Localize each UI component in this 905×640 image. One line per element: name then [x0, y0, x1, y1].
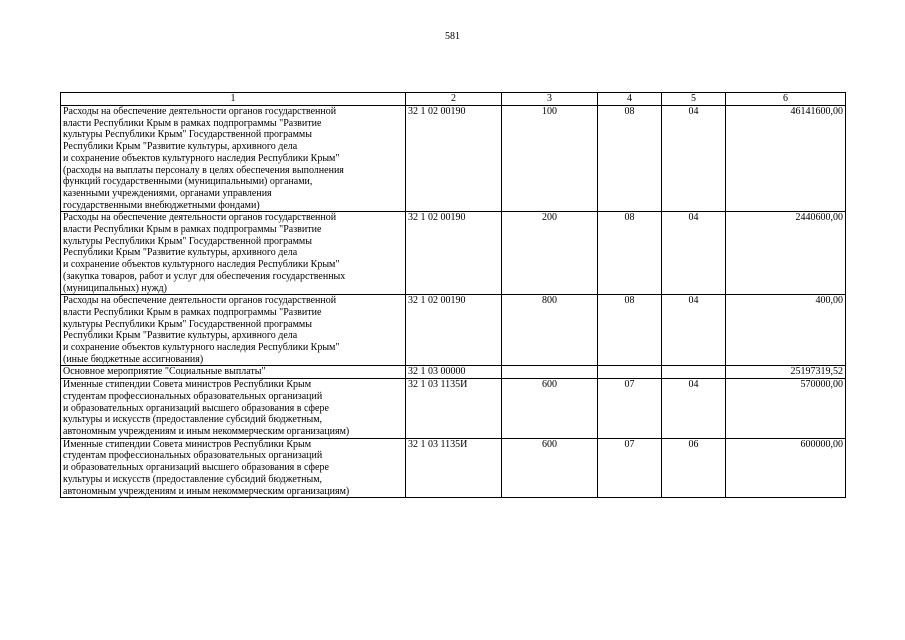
row-section: 08 — [598, 212, 662, 295]
row-amount: 570000,00 — [726, 379, 846, 439]
row-expense-type — [502, 366, 598, 379]
row-section — [598, 366, 662, 379]
table-row — [61, 106, 846, 212]
row-code: 32 1 03 00000 — [406, 366, 502, 379]
row-amount: 25197319,52 — [726, 366, 846, 379]
column-header-5: 5 — [662, 93, 726, 106]
budget-table — [60, 92, 846, 498]
row-code: 32 1 02 00190 — [406, 295, 502, 366]
row-code: 32 1 02 00190 — [406, 212, 502, 295]
header-row — [61, 93, 846, 106]
row-code: 32 1 03 1135И — [406, 438, 502, 498]
row-code: 32 1 03 1135И — [406, 379, 502, 439]
row-expense-type: 200 — [502, 212, 598, 295]
row-subsection: 06 — [662, 438, 726, 498]
row-section: 07 — [598, 438, 662, 498]
row-section: 08 — [598, 106, 662, 212]
row-section: 07 — [598, 379, 662, 439]
column-header-2: 2 — [406, 93, 502, 106]
column-header-3: 3 — [502, 93, 598, 106]
row-amount: 400,00 — [726, 295, 846, 366]
column-header-4: 4 — [598, 93, 662, 106]
row-description: Расходы на обеспечение деятельности органов государственной власти Республики Крым в рамках подпрограммы "Развитие культуры Республики Крым" Государственной программы Республики Крым "Развитие культуры, архивного дела и сохранение объектов культурного наследия Республики Крым" (закупка товаров, работ и услуг для обеспечения государственных (муниципальных) нужд) — [61, 212, 406, 295]
row-expense-type: 600 — [502, 379, 598, 439]
row-expense-type: 600 — [502, 438, 598, 498]
row-amount: 46141600,00 — [726, 106, 846, 212]
row-description: Именные стипендии Совета министров Республики Крым студентам профессиональных образовательных организаций и образовательных организаций высшего образования в сфере культуры и искусств (предоставление субсидий бюджетным, автономным учреждениям и иным некоммерческим организациям) — [61, 438, 406, 498]
row-amount: 600000,00 — [726, 438, 846, 498]
row-description: Основное мероприятие "Социальные выплаты" — [61, 366, 406, 379]
row-subsection — [662, 366, 726, 379]
row-subsection: 04 — [662, 295, 726, 366]
row-description: Именные стипендии Совета министров Республики Крым студентам профессиональных образовательных организаций и образовательных организаций высшего образования в сфере культуры и искусств (предоставление субсидий бюджетным, автономным учреждениям и иным некоммерческим организациям) — [61, 379, 406, 439]
page-number: 581 — [445, 31, 460, 42]
row-expense-type: 100 — [502, 106, 598, 212]
row-section: 08 — [598, 295, 662, 366]
table-row — [61, 212, 846, 295]
row-code: 32 1 02 00190 — [406, 106, 502, 212]
table-row — [61, 438, 846, 498]
row-subsection: 04 — [662, 379, 726, 439]
row-description: Расходы на обеспечение деятельности органов государственной власти Республики Крым в рамках подпрограммы "Развитие культуры Республики Крым" Государственной программы Республики Крым "Развитие культуры, архивного дела и сохранение объектов культурного наследия Республики Крым" (расходы на выплаты персоналу в целях обеспечения выполнения функций государственными (муниципальными) органами, казенными учреждениями, органами управления государственными внебюджетными фондами) — [61, 106, 406, 212]
column-header-1: 1 — [61, 93, 406, 106]
table-row — [61, 366, 846, 379]
row-amount: 2440600,00 — [726, 212, 846, 295]
column-header-6: 6 — [726, 93, 846, 106]
table-row — [61, 379, 846, 439]
row-subsection: 04 — [662, 212, 726, 295]
row-subsection: 04 — [662, 106, 726, 212]
row-description: Расходы на обеспечение деятельности органов государственной власти Республики Крым в рамках подпрограммы "Развитие культуры Республики Крым" Государственной программы Республики Крым "Развитие культуры, архивного дела и сохранение объектов культурного наследия Республики Крым" (иные бюджетные ассигнования) — [61, 295, 406, 366]
table-row — [61, 295, 846, 366]
row-expense-type: 800 — [502, 295, 598, 366]
